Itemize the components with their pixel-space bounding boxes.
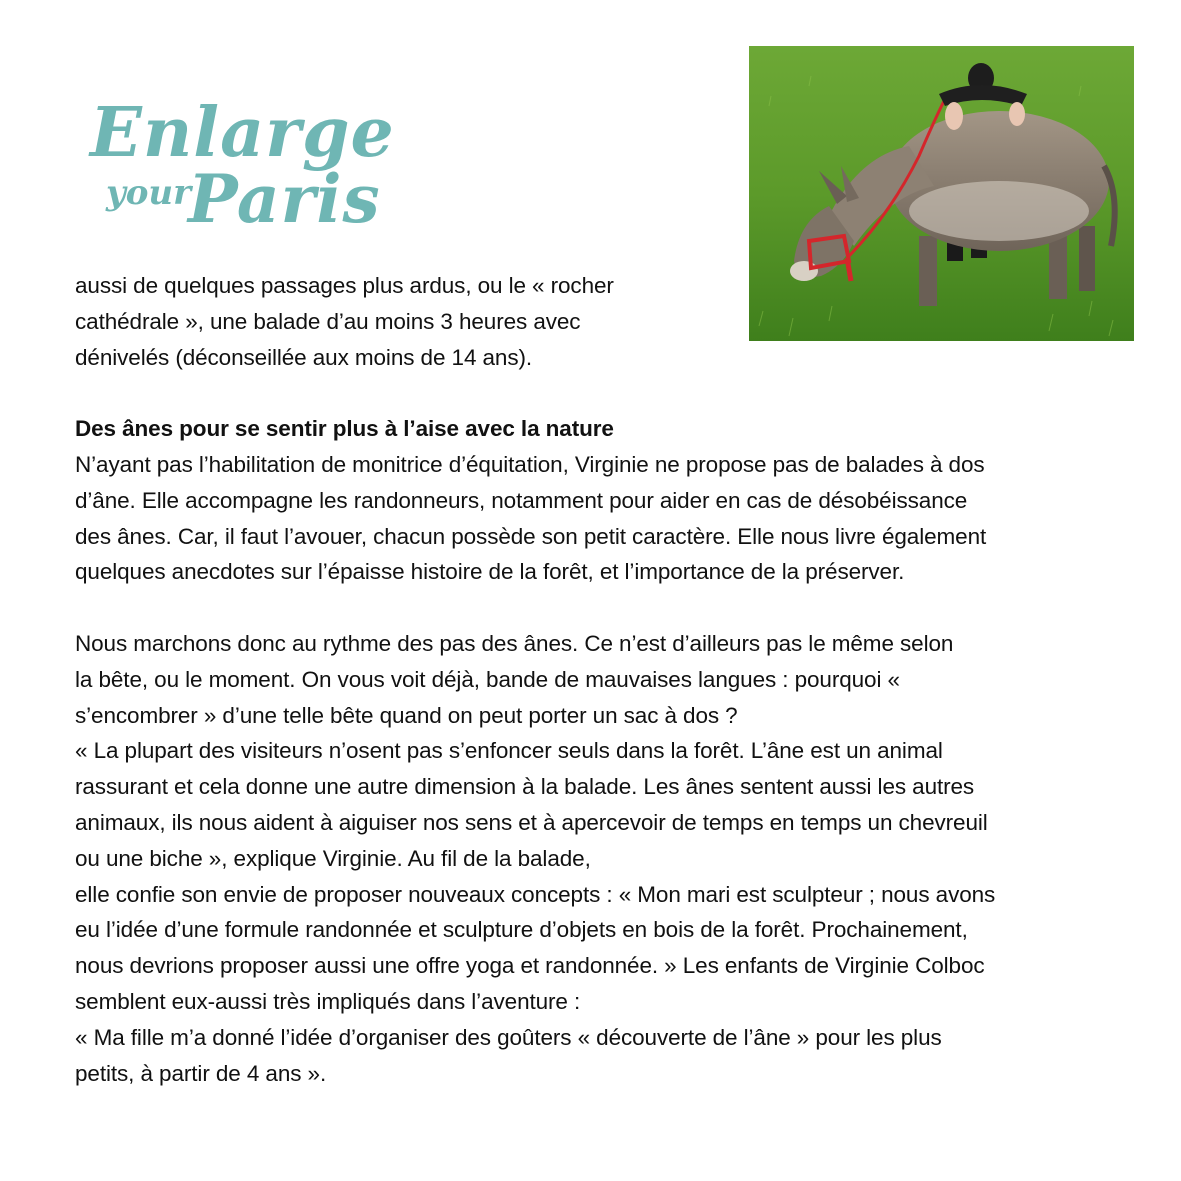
logo-word-paris: Paris — [188, 160, 381, 236]
person-hand-right — [1009, 102, 1025, 126]
text-line: aussi de quelques passages plus ardus, ou le « rocher — [75, 273, 614, 298]
text-line: Nous marchons donc au rythme des pas des ânes. Ce n’est d’ailleurs pas le même selon — [75, 631, 954, 656]
text-line: ou une biche », explique Virginie. Au fil de la balade, — [75, 845, 591, 871]
text-line: petits, à partir de 4 ans ». — [75, 1060, 327, 1086]
text-line: « La plupart des visiteurs n’osent pas s’enfoncer seuls dans la forêt. L’âne est un animal — [75, 738, 943, 764]
logo-graphic — [88, 86, 398, 236]
text-line: N’ayant pas l’habilitation de monitrice d’équitation, Virginie ne propose pas de balades à dos — [75, 452, 985, 477]
logo-word-your: your — [106, 173, 192, 213]
person-hand-left — [945, 102, 963, 130]
text-line: rassurant et cela donne une autre dimension à la balade. Les ânes sentent aussi les autres — [75, 774, 975, 800]
section-heading: Des ânes pour se sentir plus à l’aise avec la nature — [75, 416, 614, 441]
text-line: dénivelés (déconseillée aux moins de 14 ans). — [75, 344, 533, 370]
text-line: d’âne. Elle accompagne les randonneurs, notamment pour aider en cas de désobéissance — [75, 487, 968, 513]
donkey-photo-illustration — [749, 46, 1134, 341]
text-line: des ânes. Car, il faut l’avouer, chacun possède son petit caractère. Elle nous livre également — [75, 523, 987, 549]
text-line: elle confie son envie de proposer nouveaux concepts : « Mon mari est sculpteur ; nous avons — [75, 881, 996, 907]
text-line: quelques anecdotes sur l’épaisse histoire de la forêt, et l’importance de la préserver. — [75, 559, 905, 585]
text-line: s’encombrer » d’une telle bête quand on peut porter un sac à dos ? — [75, 702, 738, 728]
logo-word-enlarge: Enlarge — [90, 93, 395, 173]
donkey-leg-front — [919, 236, 937, 306]
text-line: semblent eux-aussi très impliqués dans l’aventure : — [75, 988, 581, 1014]
donkey-photo — [749, 46, 1134, 341]
donkey-leg-back-2 — [1079, 226, 1095, 291]
text-line: eu l’idée d’une formule randonnée et sculpture d’objets en bois de la forêt. Prochainement, — [75, 917, 968, 943]
enlarge-your-paris-logo — [88, 86, 398, 236]
text-line: animaux, ils nous aident à aiguiser nos sens et à apercevoir de temps en temps un chevreuil — [75, 809, 988, 835]
donkey-belly — [909, 181, 1089, 241]
text-line: la bête, ou le moment. On vous voit déjà, bande de mauvaises langues : pourquoi « — [75, 666, 900, 692]
text-line: cathédrale », une balade d’au moins 3 heures avec — [75, 308, 581, 334]
paragraph-rythme — [75, 626, 995, 1091]
paragraph-habilitation — [75, 447, 986, 590]
text-line: « Ma fille m’a donné l’idée d’organiser des goûters « découverte de l’âne » pour les plus — [75, 1024, 942, 1050]
text-line: nous devrions proposer aussi une offre yoga et randonnée. » Les enfants de Virginie Colboc — [75, 953, 985, 979]
intro-paragraph — [75, 268, 614, 375]
donkey-muzzle — [790, 261, 818, 281]
